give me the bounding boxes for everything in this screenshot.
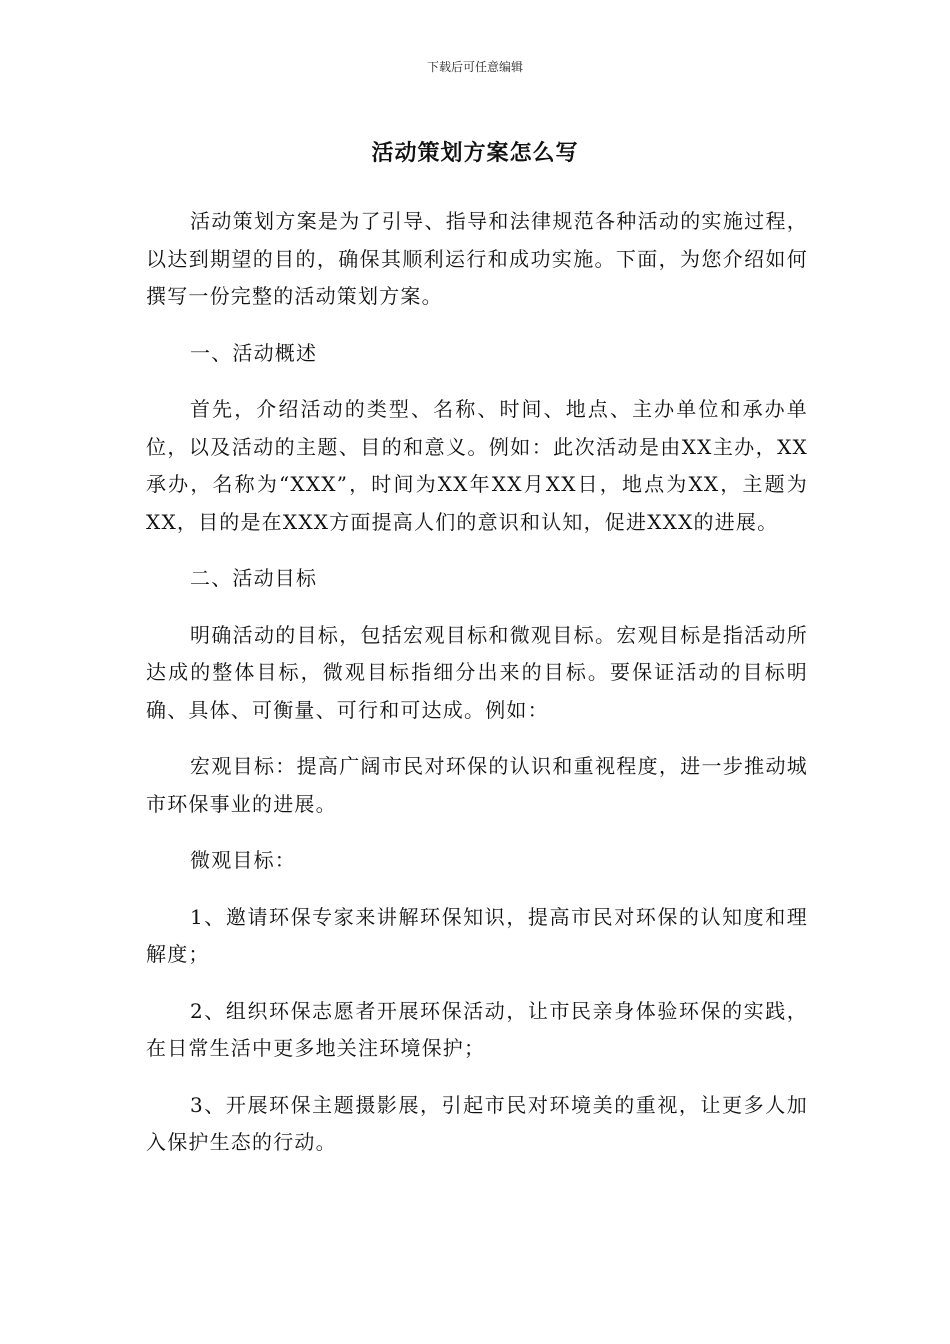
document-body (146, 203, 808, 1181)
macro-goal-paragraph: 宏观目标：提高广阔市民对环保的认识和重视程度，进一步推动城市环保事业的进展。 (146, 754, 808, 816)
goals-paragraph: 明确活动的目标，包括宏观目标和微观目标。宏观目标是指活动所达成的整体目标，微观目标指细分出来的目标。要保证活动的目标明确、具体、可衡量、可行和可达成。例如： (146, 622, 808, 722)
header-note: 下载后可任意编辑 (426, 60, 523, 74)
overview-paragraph: 首先，介绍活动的类型、名称、时间、地点、主办单位和承办单位，以及活动的主题、目的和意义。例如：此次活动是由XX主办，XX承办，名称为“XXX”，时间为XX年XX月XX日，地点为XX，主题为XX，目的是在XXX方面提高人们的意识和认知，促进XXX的进展。 (146, 397, 808, 534)
document-title: 活动策划方案怎么写 (371, 141, 579, 166)
section-heading-goals: 二、活动目标 (190, 566, 318, 590)
micro-goal-heading: 微观目标： (190, 848, 296, 872)
micro-goal-item-1: 1、邀请环保专家来讲解环保知识，提高市民对环保的认知度和理解度； (146, 904, 808, 966)
micro-goal-item-3: 3、开展环保主题摄影展，引起市民对环境美的重视，让更多人加入保护生态的行动。 (146, 1092, 808, 1154)
section-heading-overview: 一、活动概述 (190, 340, 318, 365)
intro-paragraph: 活动策划方案是为了引导、指导和法律规范各种活动的实施过程，以达到期望的目的，确保其顺利运行和成功实施。下面，为您介绍如何撰写一份完整的活动策划方案。 (146, 209, 808, 308)
micro-goal-item-2: 2、组织环保志愿者开展环保活动，让市民亲身体验环保的实践，在日常生活中更多地关注环境保护； (146, 998, 808, 1060)
